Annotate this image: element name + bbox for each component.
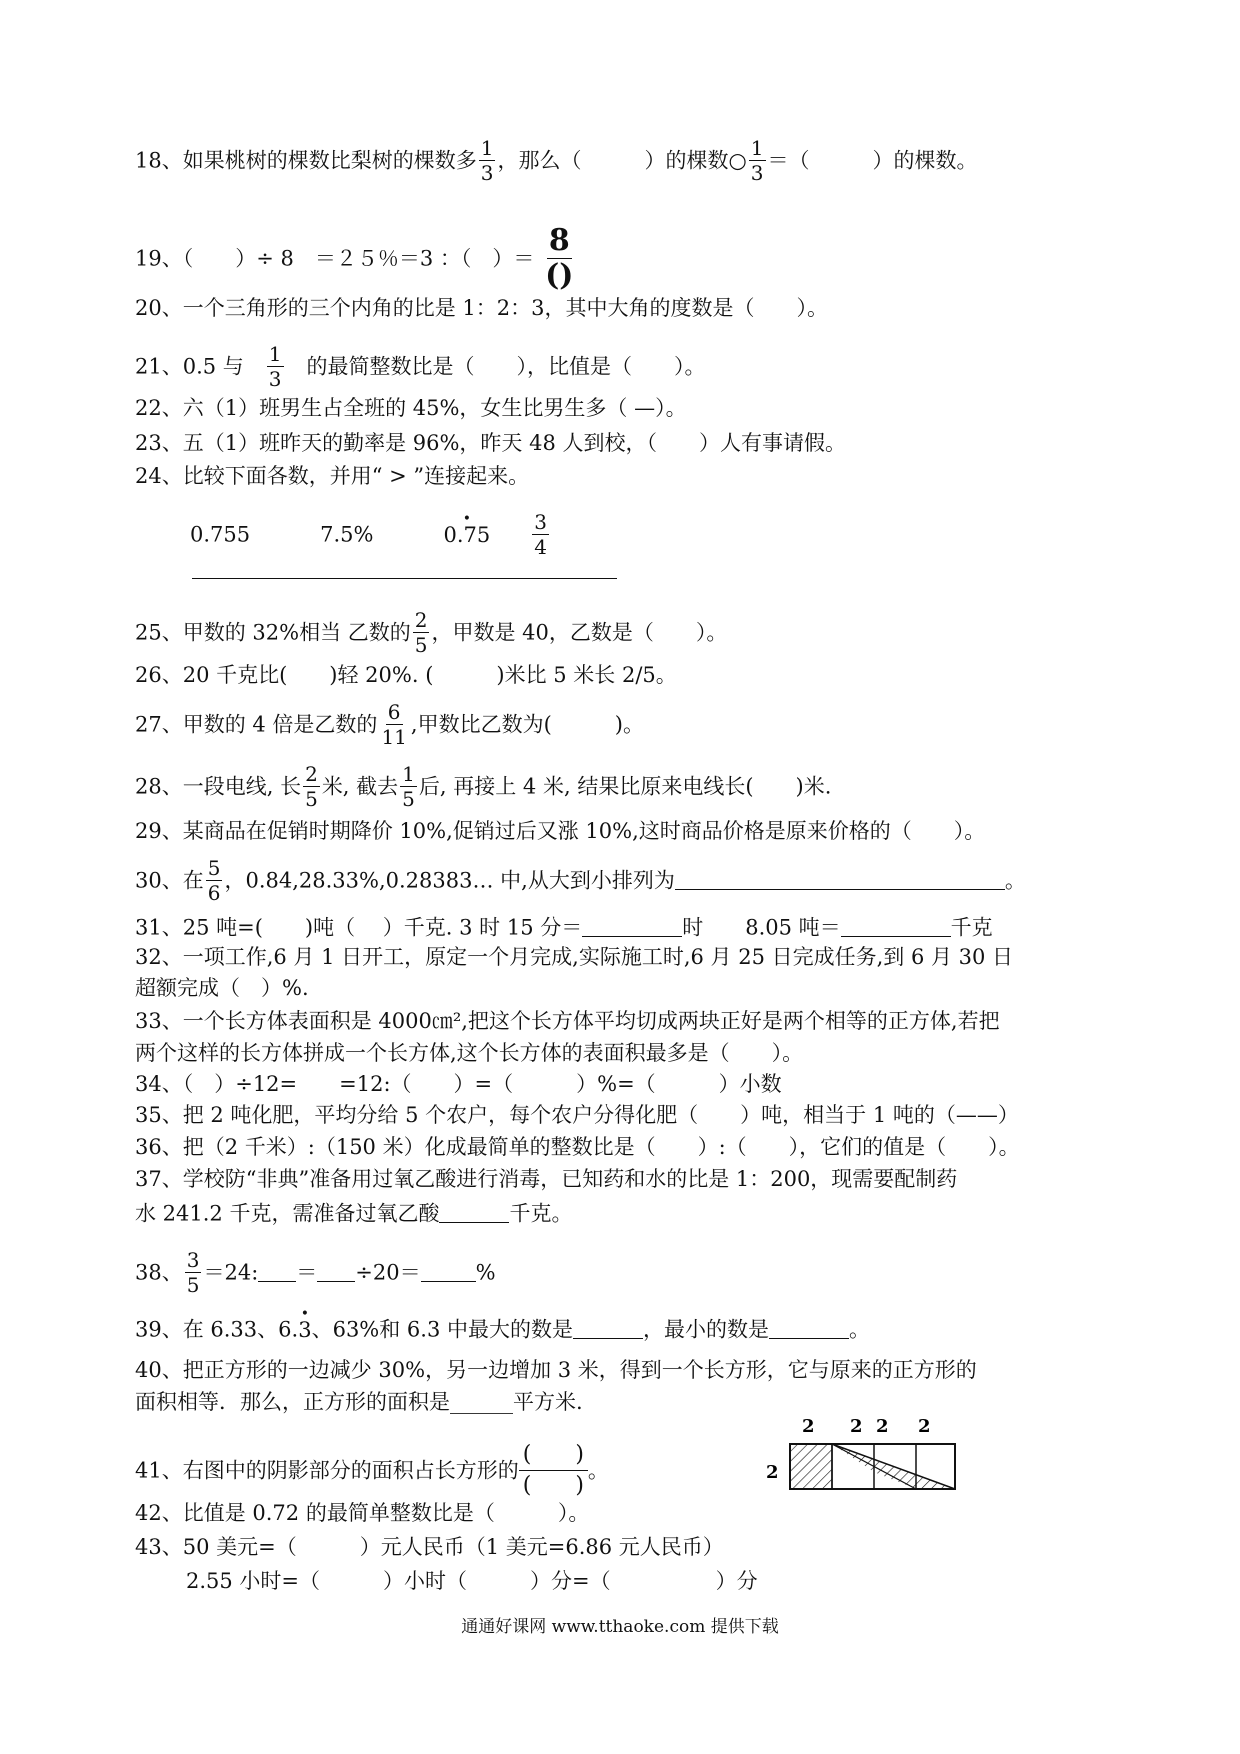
answer-blank: [769, 1320, 849, 1339]
question-41: 41、右图中的阴影部分的面积占长方形的 ( ) ( ) 。: [135, 1442, 609, 1498]
question-32-line-2: 超额完成（ ）%.: [135, 976, 309, 1000]
fraction: $\frac{2}{5}$: [305, 762, 318, 811]
page-footer: 通通好课网 www.tthaoke.com 提供下载: [461, 1617, 779, 1637]
question-31: 31、25 吨=( )吨（ ）千克. 3 时 15 分＝ 时 8.05 吨＝ 千克: [135, 915, 993, 940]
question-43-line-2: 2.55 小时=（ ）小时（ ）分=（ ）分: [186, 1569, 758, 1593]
fraction: $\frac{5}{6}$: [207, 856, 221, 905]
figure-top-label: 2: [802, 1416, 815, 1437]
question-24: 24、比较下面各数，并用“ > ”连接起来。: [135, 464, 530, 488]
question-37-line-2: 水 241.2 千克，需准备过氧乙酸 千克。: [135, 1201, 573, 1226]
repeating-decimal: • 3: [298, 1317, 311, 1343]
fraction: $\frac{3}{5}$: [186, 1248, 200, 1297]
fraction: $\frac{1}{5}$: [402, 762, 415, 811]
question-36: 36、把（2 千米）:（150 米）化成最简单的整数比是（ ）:（ ），它们的值是（ ）。: [135, 1135, 1020, 1159]
question-29: 29、某商品在促销时期降价 10%,促销过后又涨 10%,这时商品价格是原来价格的（ ）。: [135, 819, 986, 843]
answer-blank: [421, 1263, 476, 1282]
question-43-line-1: 43、50 美元=（ ）元人民币（1 美元=6.86 元人民币）: [135, 1535, 724, 1559]
question-39: 39、在 6.33、6.• 3、63%和 6.3 中最大的数是 ，最小的数是 。: [135, 1315, 870, 1343]
question-32-line-1: 32、一项工作,6 月 1 日开工，原定一个月完成,实际施工时,6 月 25 日完成任务,到 6 月 30 日: [135, 945, 1014, 969]
shaded-rectangle-figure: [766, 1412, 970, 1512]
question-26: 26、20 千克比( )轻 20%. ( )米比 5 米长 2/5。: [135, 663, 677, 687]
question-19: 19、（ ）÷ 8 ＝２５％＝3 ：（ ）＝ $\frac{8}{()}$: [135, 223, 574, 293]
fraction: $\frac{1}{3}$: [750, 136, 764, 185]
answer-blank: [675, 871, 1005, 890]
fraction: $\frac{1}{3}$: [268, 342, 282, 391]
fraction: $\frac{3}{4}$: [534, 510, 547, 559]
question-18: 18、如果桃树的棵数比梨树的棵数多 $\frac{1}{3}$ ，那么（ ）的棵数○ $\frac{1}{3}$ ＝（ ）的棵数。: [135, 136, 978, 185]
question-40-line-2: 面积相等．那么，正方形的面积是______平方米.: [135, 1390, 583, 1414]
answer-blank: [439, 1204, 509, 1223]
answer-blank: [582, 918, 682, 937]
fraction: $\frac{1}{3}$: [480, 136, 494, 185]
question-33-line-2: 两个这样的长方体拼成一个长方体,这个长方体的表面积最多是（ ）。: [135, 1041, 804, 1065]
question-21: 21、0.5 与 $\frac{1}{3}$ 的最简整数比是（ ），比值是（ ）。: [135, 342, 706, 391]
question-34: 34、（ ）÷12= =12:（ ）=（ ）%=（ ）小数: [135, 1072, 782, 1096]
fraction-blank: ( ) ( ): [519, 1444, 588, 1497]
question-38: 38、 $\frac{3}{5}$ ＝24: ＝ ÷20＝ %: [135, 1248, 496, 1297]
question-20: 20、一个三角形的三个内角的比是 1：2：3，其中大角的度数是（ ）。: [135, 296, 828, 320]
fraction: $\frac{6}{11}$: [381, 700, 407, 749]
answer-line: [192, 578, 617, 579]
fraction: $\frac{2}{5}$: [414, 608, 428, 657]
question-30: 30、在 $\frac{5}{6}$ ，0.84,28.33%,0.28383… 中,从大到小排列为 。: [135, 856, 1026, 905]
answer-blank: [258, 1263, 296, 1282]
fraction: $\frac{8}{()}$: [545, 223, 574, 293]
answer-blank: [841, 918, 951, 937]
question-40-line-1: 40、把正方形的一边减少 30%，另一边增加 3 米，得到一个长方形，它与原来的正方形的: [135, 1358, 977, 1382]
figure-top-label: 2: [918, 1416, 931, 1437]
question-27: 27、甲数的 4 倍是乙数的 $\frac{6}{11}$ ,甲数比乙数为( )。: [135, 700, 644, 749]
repeating-decimal: • 0.75: [443, 522, 490, 548]
question-37-line-1: 37、学校防“非典”准备用过氧乙酸进行消毒，已知药和水的比是 1：200，现需要配制药: [135, 1167, 958, 1191]
question-23: 23、五（1）班昨天的勤率是 96%，昨天 48 人到校，（ ）人有事请假。: [135, 431, 847, 455]
figure-side-label: 2: [766, 1462, 779, 1483]
question-35: 35、把 2 吨化肥，平均分给 5 个农户，每个农户分得化肥（ ）吨，相当于 1 吨的（——）: [135, 1103, 1019, 1127]
question-22: 22、六（1）班男生占全班的 45%，女生比男生多（ —）。: [135, 396, 687, 420]
figure-shaded-square: [790, 1444, 832, 1489]
figure-top-label: 2: [876, 1416, 889, 1437]
answer-blank: [317, 1263, 355, 1282]
answer-blank: [573, 1320, 643, 1339]
question-24-numbers: 0.755 7.5%• 0.75 $\frac{3}{4}$: [190, 512, 551, 557]
question-28: 28、一段电线, 长 $\frac{2}{5}$ 米, 截去 $\frac{1}{5}$ 后, 再接上 4 米, 结果比原来电线长( )米.: [135, 762, 832, 811]
question-33-line-1: 33、一个长方体表面积是 4000㎝²,把这个长方体平均切成两块正好是两个相等的正方体,若把: [135, 1009, 1000, 1033]
figure-top-label: 2: [850, 1416, 863, 1437]
question-25: 25、甲数的 32%相当 乙数的 $\frac{2}{5}$ ，甲数是 40，乙数是（ ）。: [135, 608, 728, 657]
question-42: 42、比值是 0.72 的最简单整数比是（ ）。: [135, 1501, 590, 1525]
